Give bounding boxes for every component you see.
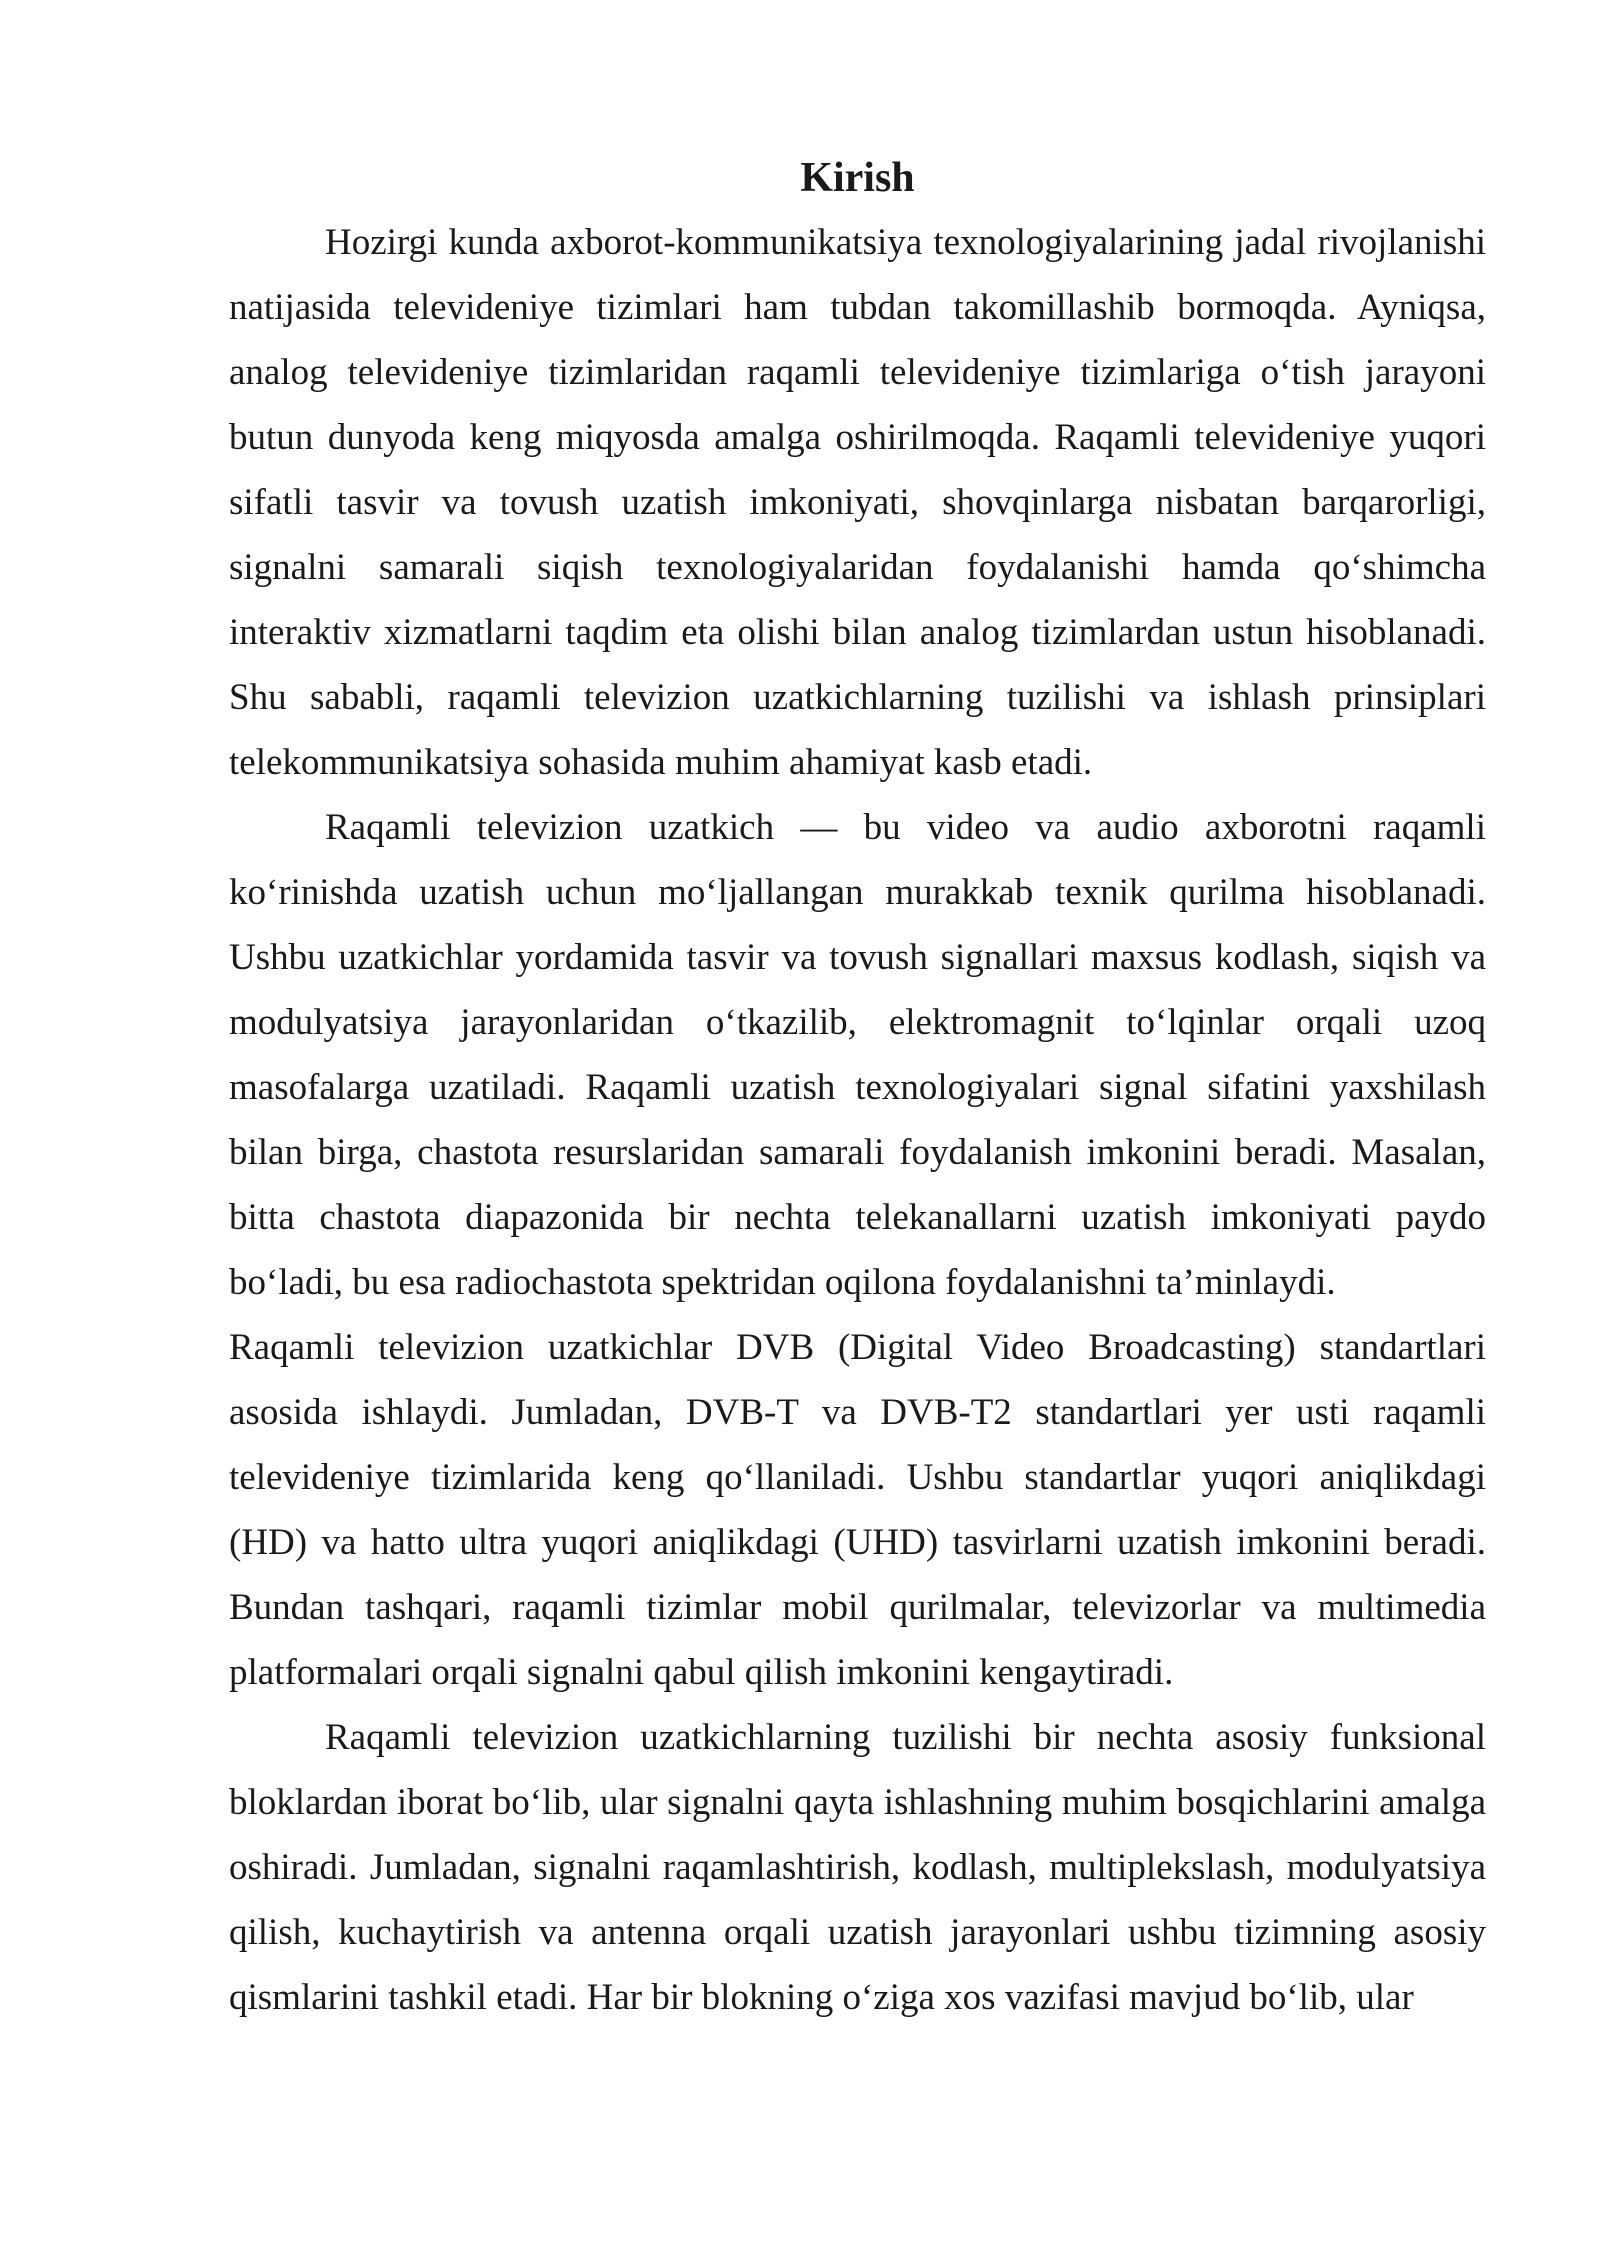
page-title: Kirish (800, 155, 915, 201)
paragraph-1: Hozirgi kunda axborot-kommunikatsiya texnologiyalarining jadal rivojlanishi natijasida televideniye tizimlari ham tubdan takomillashib bormoqda. Ayniqsa, analog televideniye tizimlaridan raqamli televideniye tizimlariga oʻtish jarayoni butun dunyoda keng miqyosda amalga oshirilmoqda. Raqamli televideniye yuqori sifatli tasvir va tovush uzatish imkoniyati, shovqinlarga nisbatan barqarorligi, signalni samarali siqish texnologiyalaridan foydalanishi hamda qoʻshimcha interaktiv xizmatlarni taqdim eta olishi bilan analog tizimlardan ustun hisoblanadi. Shu sababli, raqamli televizion uzatkichlarning tuzilishi va ishlash prinsiplari telekommunikatsiya sohasida muhim ahamiyat kasb etadi. (229, 222, 1486, 783)
paragraph-2: Raqamli televizion uzatkich — bu video va audio axborotni raqamli koʻrinishda uzatish uchun moʻljallangan murakkab texnik qurilma hisoblanadi. Ushbu uzatkichlar yordamida tasvir va tovush signallari maxsus kodlash, siqish va modulyatsiya jarayonlaridan oʻtkazilib, elektromagnit toʻlqinlar orqali uzoq masofalarga uzatiladi. Raqamli uzatish texnologiyalari signal sifatini yaxshilash bilan birga, chastota resurslaridan samarali foydalanish imkonini beradi. Masalan, bitta chastota diapazonida bir nechta telekanallarni uzatish imkoniyati paydo boʻladi, bu esa radiochastota spektridan oqilona foydalanishni taʼminlaydi. (229, 807, 1486, 1303)
document-body (229, 146, 1486, 2030)
paragraph-3: Raqamli televizion uzatkichlar DVB (Digital Video Broadcasting) standartlari asosida ishlaydi. Jumladan, DVB-T va DVB-T2 standartlari yer usti raqamli televideniye tizimlarida keng qoʻllaniladi. Ushbu standartlar yuqori aniqlikdagi (HD) va hatto ultra yuqori aniqlikdagi (UHD) tasvirlarni uzatish imkonini beradi. Bundan tashqari, raqamli tizimlar mobil qurilmalar, televizorlar va multimedia platformalari orqali signalni qabul qilish imkonini kengaytiradi. (229, 1327, 1486, 1693)
paragraph-4: Raqamli televizion uzatkichlarning tuzilishi bir nechta asosiy funksional bloklardan iborat boʻlib, ular signalni qayta ishlashning muhim bosqichlarini amalga oshiradi. Jumladan, signalni raqamlashtirish, kodlash, multiplekslash, modulyatsiya qilish, kuchaytirish va antenna orqali uzatish jarayonlari ushbu tizimning asosiy qismlarini tashkil etadi. Har bir blokning oʻziga xos vazifasi mavjud boʻlib, ular (229, 1717, 1486, 2018)
